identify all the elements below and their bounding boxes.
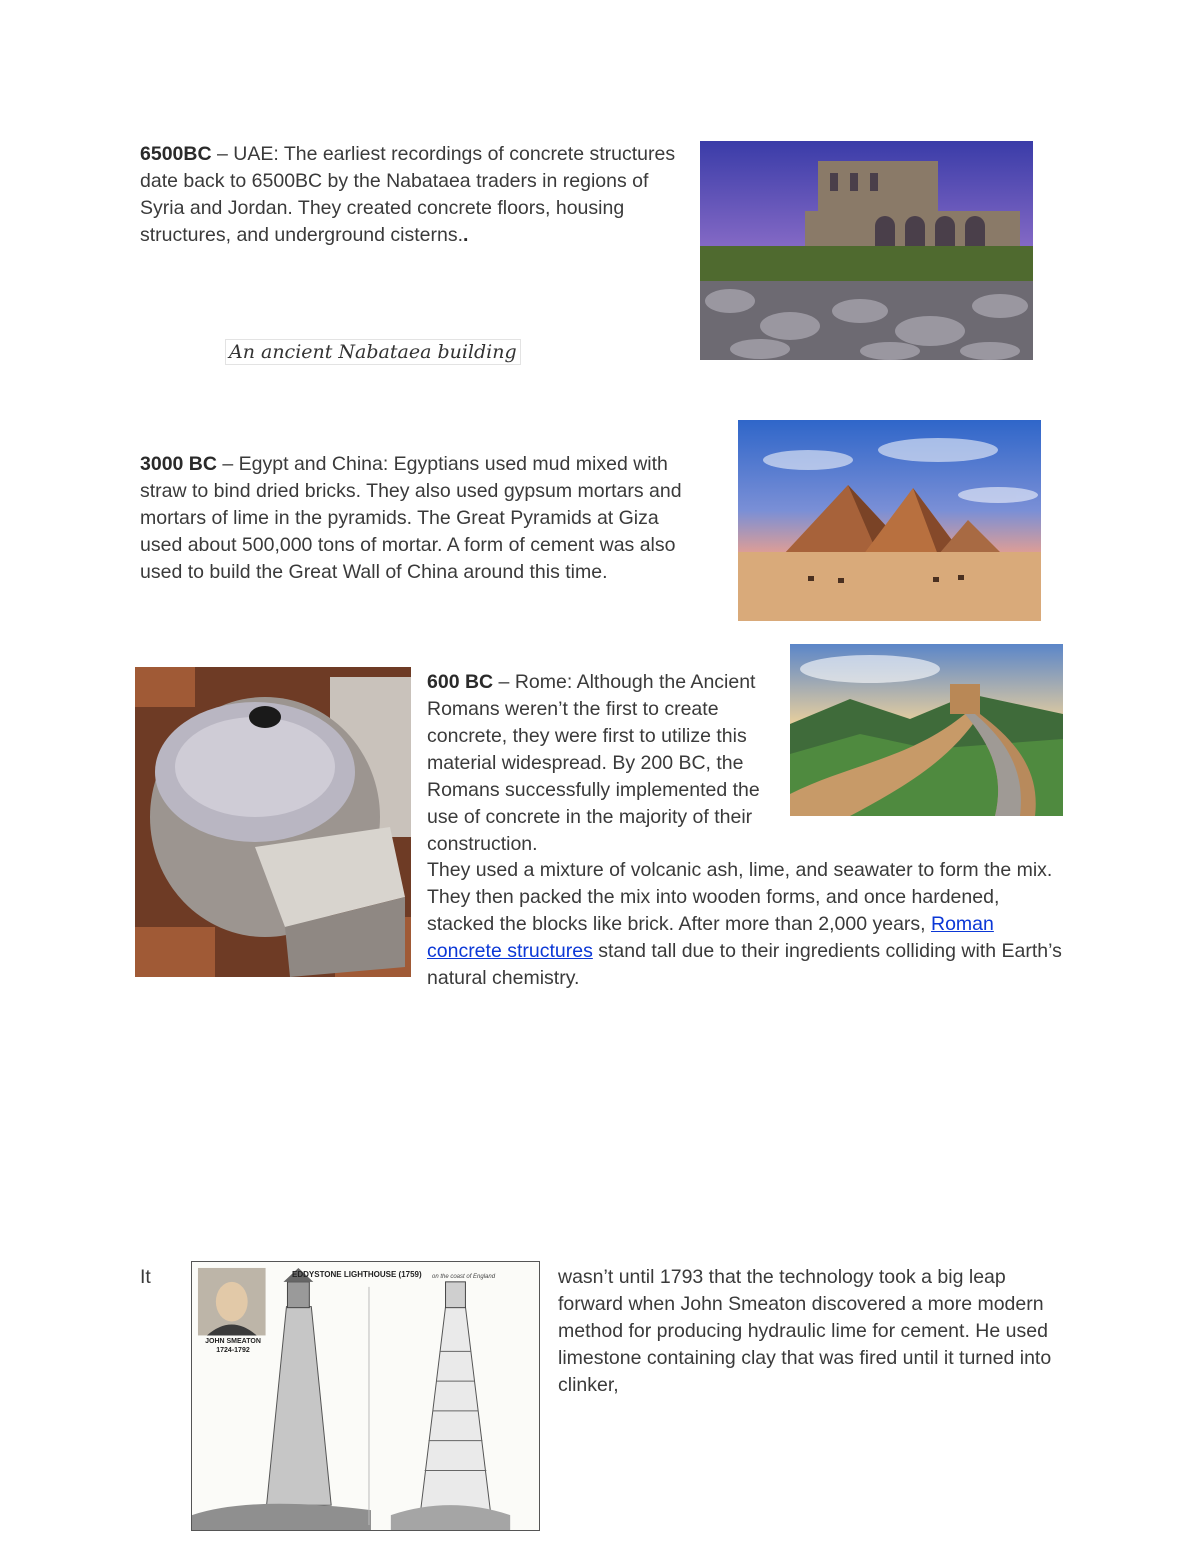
text-600bc-continued: They used a mixture of volcanic ash, lime, and seawater to form the mix. They then packed the mix into wooden forms, and once hardened, stacked the blocks like brick. After more than 2,000 years, xyxy=(427,859,1053,935)
text-6500bc: UAE: The earliest recordings of concrete structures date back to 6500BC by the Nabataea traders in regions of Syria and Jordan. They created concrete floors, housing structures, and underground cisterns. xyxy=(140,143,676,246)
great-wall-image xyxy=(790,644,1063,816)
roman-concrete-link[interactable]: Roman concrete structures xyxy=(427,913,994,962)
diagram-title: EDDYSTONE LIGHTHOUSE (1759) xyxy=(292,1270,422,1279)
date-6500bc: 6500BC xyxy=(140,143,212,165)
date-600bc: 600 BC xyxy=(427,671,494,693)
date-3000bc: 3000 BC xyxy=(140,453,217,475)
paragraph-600bc-part2 xyxy=(427,857,1067,992)
bold-period: . xyxy=(463,224,469,246)
pantheon-image xyxy=(135,667,411,977)
paragraph-3000bc xyxy=(140,451,700,586)
separator: – xyxy=(493,671,515,693)
text-600bc: Rome: Although the Ancient Romans weren’t the first to create concrete, they were first to utilize this material widespread. By 200 BC, the Romans successfully implemented the use of concrete in the majority of their construction. xyxy=(427,671,760,855)
text-3000bc: Egypt and China: Egyptians used mud mixed with straw to bind dried bricks. They also used gypsum mortars and mortars of lime in the pyramids. The Great Pyramids at Giza used about 500,000 tons of mortar. A form of cement was also used to build the Great Wall of China around this time. xyxy=(140,453,682,583)
paragraph-1793: wasn’t until 1793 that the technology took a big leap forward when John Smeaton discovered a more modern method for producing hydraulic lime for cement. He used limestone containing clay that was fired until it turned into clinker, xyxy=(558,1266,1052,1396)
paragraph-600bc-part1 xyxy=(427,669,787,858)
pyramids-image xyxy=(738,420,1041,621)
lead-word: It xyxy=(140,1266,151,1288)
text-600bc-end: stand tall due to their ingredients colliding with Earth’s natural chemistry. xyxy=(427,940,1062,989)
portrait-name: JOHN SMEATON xyxy=(205,1338,261,1345)
image-caption: An ancient Nabataea building xyxy=(225,339,521,365)
separator: – xyxy=(216,453,239,475)
nabataea-building-image xyxy=(700,141,1033,360)
diagram-subtitle: on the coast of England xyxy=(432,1274,496,1280)
eddystone-lighthouse-diagram xyxy=(191,1261,540,1531)
separator: – xyxy=(211,143,234,165)
portrait-years: 1724-1792 xyxy=(216,1347,250,1354)
paragraph-6500bc xyxy=(140,141,685,249)
